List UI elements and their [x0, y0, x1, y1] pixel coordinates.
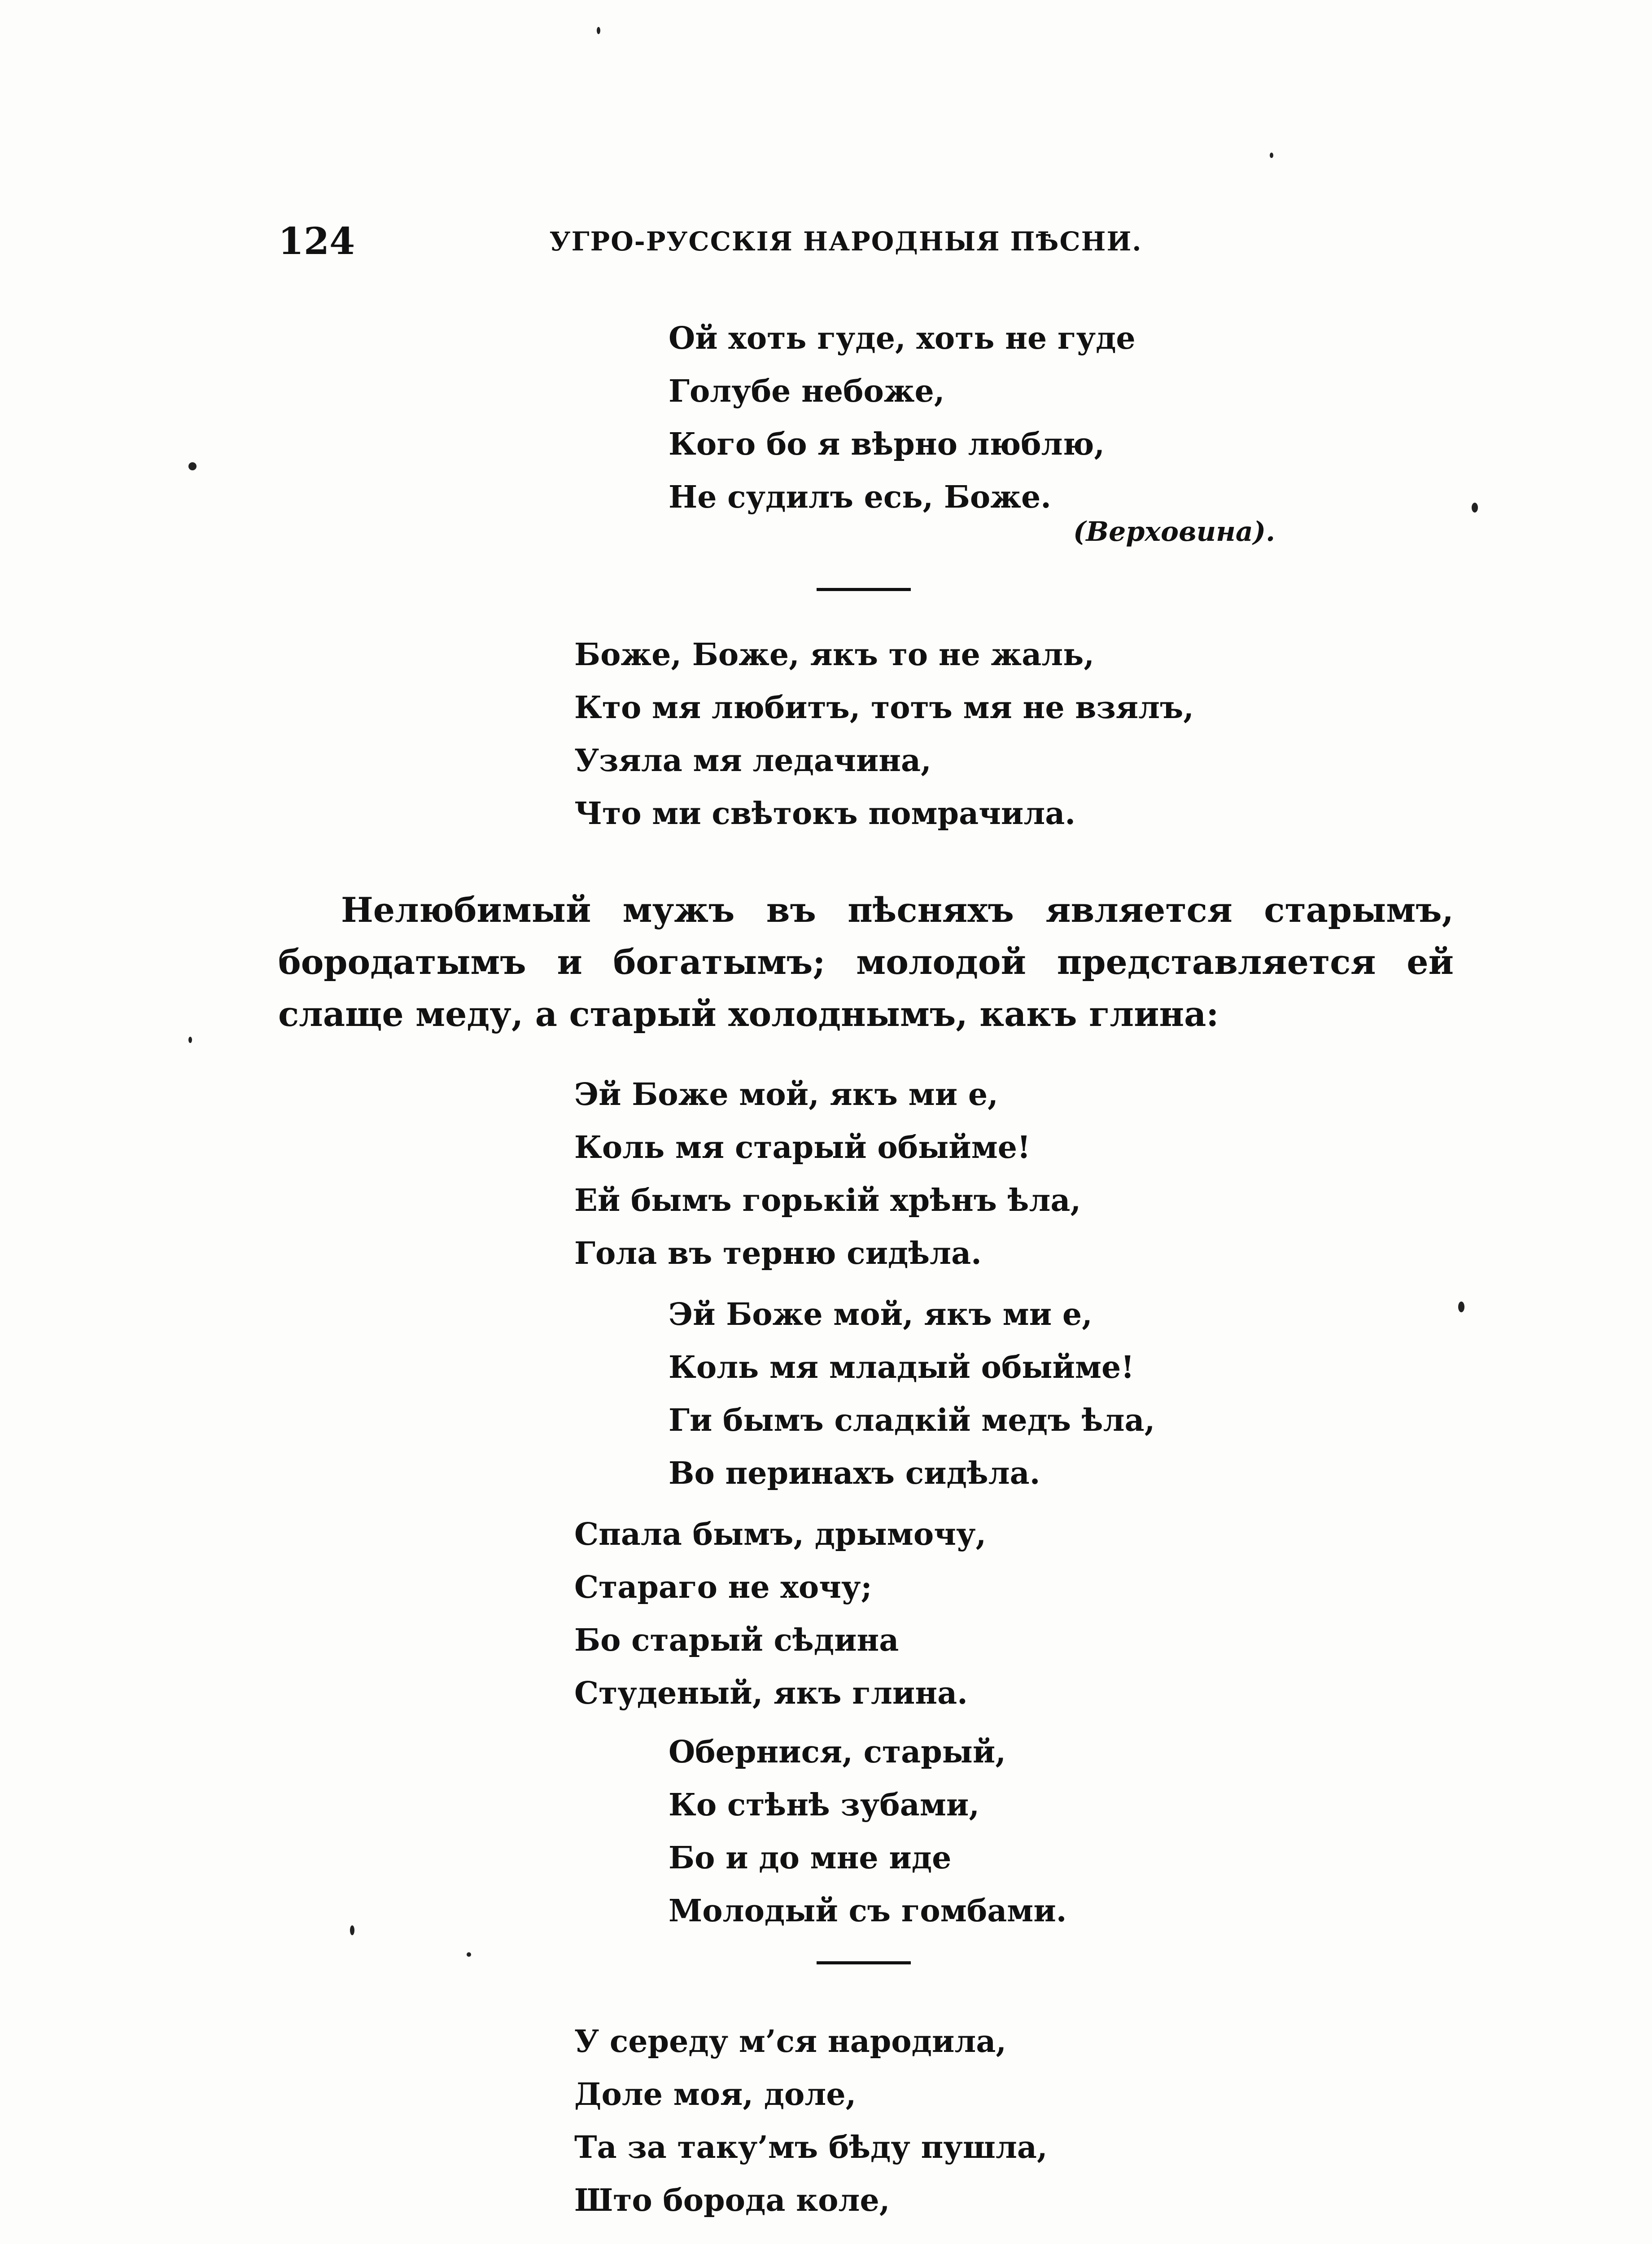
verse-line: Коль мя младый обыйме!: [669, 1350, 1135, 1385]
verse-line: Кто мя любитъ, тотъ мя не взялъ,: [574, 690, 1194, 726]
prose-text: Нелюбимый мужъ въ пѣсняхъ является старымъ, бородатымъ и богатымъ; молодой представляется ей слаще меду, а старый холоднымъ, какъ глина:: [278, 890, 1454, 1034]
verse-line: Ой хоть гуде, хоть не гуде: [669, 320, 1136, 356]
verse-line: Ги бымъ сладкій медъ ѣла,: [669, 1402, 1155, 1438]
verse-line: Голубе небоже,: [669, 373, 945, 409]
verse-line: Стараго не хочу;: [574, 1569, 872, 1605]
verse-line: Што борода коле,: [574, 2183, 890, 2218]
scan-speck: [467, 1952, 471, 1957]
song-3-stanza-3: [574, 1508, 986, 1720]
verse-line: Бо и до мне иде: [669, 1840, 952, 1876]
scan-speck: [188, 1037, 192, 1043]
scan-speck: [1472, 503, 1478, 513]
verse-line: Эй Боже мой, якъ ми е,: [669, 1297, 1093, 1332]
scan-speck: [1270, 153, 1273, 158]
song-3-stanza-2: [669, 1288, 1155, 1500]
verse-line: Что ми свѣтокъ помрачила.: [574, 796, 1076, 832]
scan-speck: [1458, 1302, 1464, 1312]
page-header: [278, 220, 1413, 287]
prose-paragraph: [278, 884, 1454, 1040]
verse-line: Доле моя, доле,: [574, 2077, 857, 2113]
song-4-stanza: [574, 2015, 1048, 2227]
verse-line: Молодый съ гомбами.: [669, 1893, 1067, 1929]
scan-speck: [188, 462, 197, 470]
verse-line: Коль мя старый обыйме!: [574, 1130, 1031, 1166]
verse-line: Ко стѣнѣ зубами,: [669, 1787, 980, 1823]
song-3-stanza-4: [669, 1726, 1066, 1937]
verse-line: Кого бо я вѣрно люблю,: [669, 426, 1105, 462]
section-divider: [817, 1961, 911, 1964]
song-3-stanza-1: [574, 1068, 1081, 1280]
verse-line: Эй Боже мой, якъ ми е,: [574, 1077, 998, 1113]
verse-line: У середу м’ся народила,: [574, 2024, 1007, 2060]
song-2-stanza: [574, 628, 1194, 840]
song-1-stanza: [669, 312, 1136, 524]
page-number: 124: [278, 220, 355, 263]
verse-line: Бо старый сѣдина: [574, 1622, 899, 1658]
verse-line: Ей бымъ горькій хрѣнъ ѣла,: [574, 1183, 1081, 1218]
scan-speck: [597, 27, 600, 34]
verse-line: Студеный, якъ глина.: [574, 1675, 968, 1711]
verse-line: Та за таку’мъ бѣду пушла,: [574, 2130, 1048, 2165]
verse-line: Не судилъ есь, Боже.: [669, 479, 1051, 515]
verse-line: Во перинахъ сидѣла.: [669, 1455, 1040, 1491]
song-1-attribution: (Верховина).: [1073, 516, 1275, 548]
running-title: УГРО-РУССКІЯ НАРОДНЫЯ ПѢСНИ.: [549, 226, 1142, 257]
verse-line: Гола въ терню сидѣла.: [574, 1236, 982, 1271]
verse-line: Узяла мя ледачина,: [574, 743, 931, 779]
verse-line: Обернися, старый,: [669, 1734, 1006, 1770]
verse-line: Боже, Боже, якъ то не жаль,: [574, 637, 1095, 673]
section-divider: [817, 588, 911, 591]
scan-speck: [350, 1925, 354, 1935]
verse-line: Спала бымъ, дрымочу,: [574, 1516, 987, 1552]
